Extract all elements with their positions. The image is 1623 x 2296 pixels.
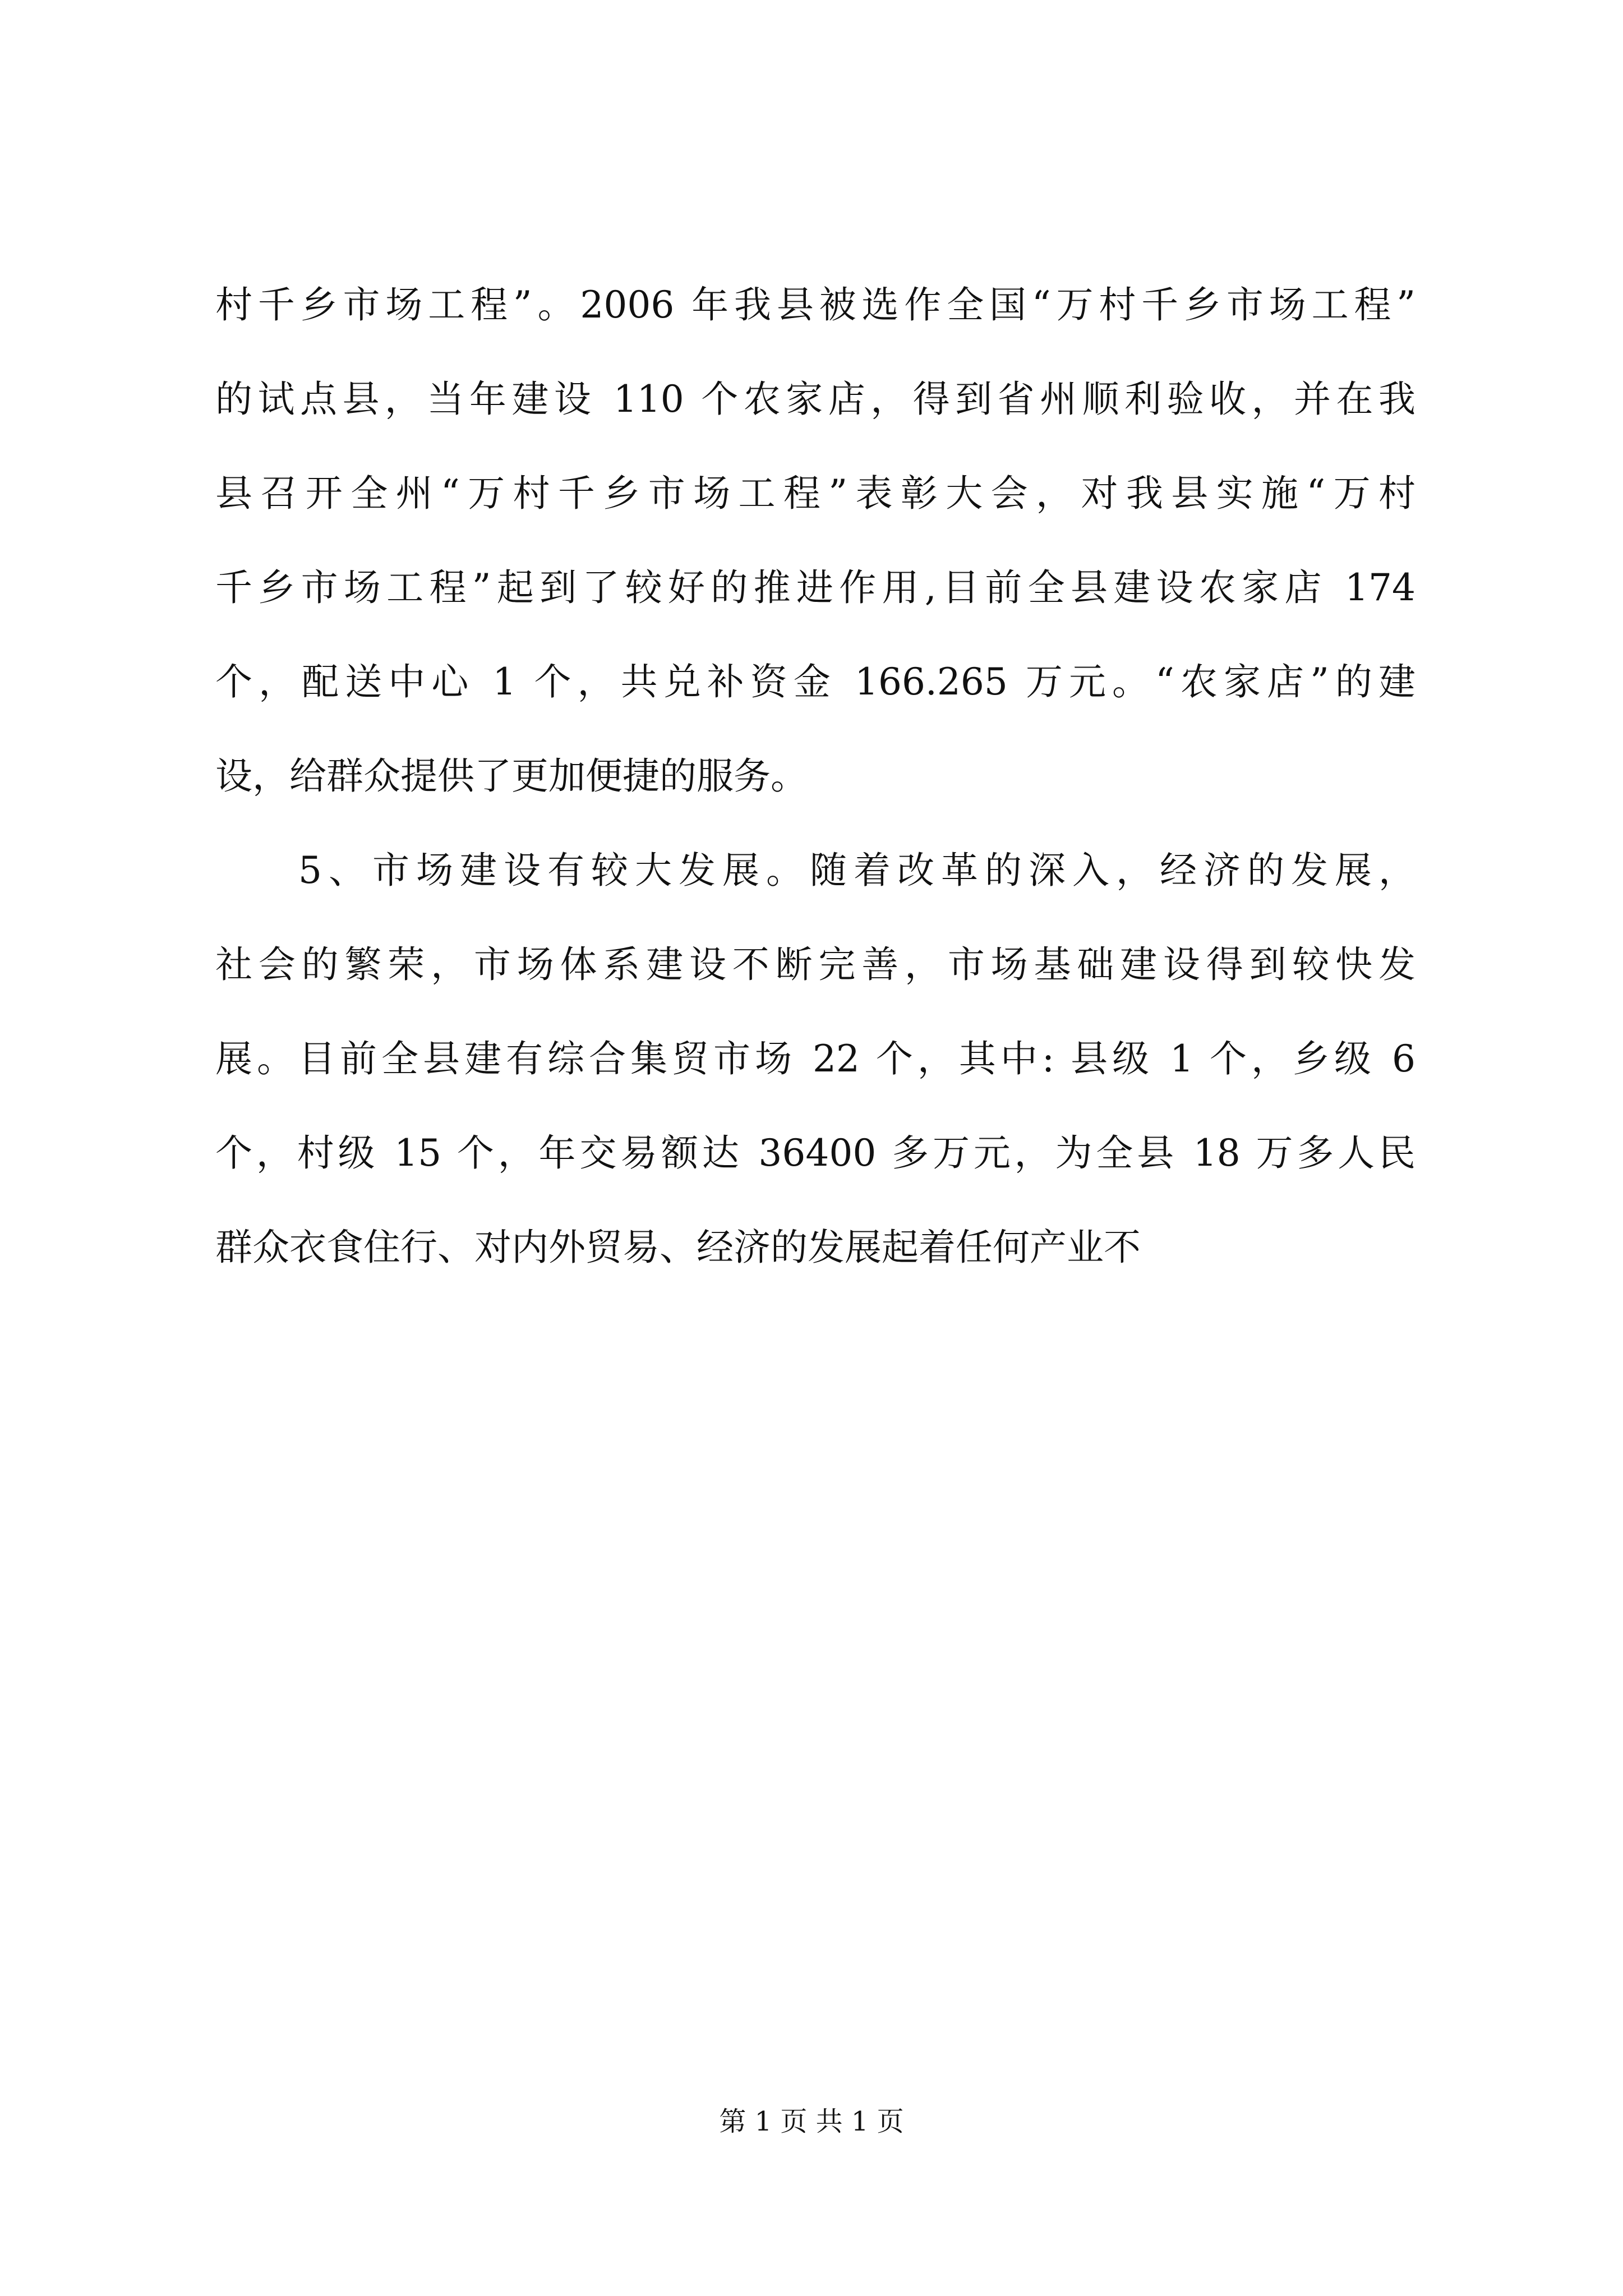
text-line-2: 的试点县，当年建设 110 个农家店，得到省州顺利验收，并在我 xyxy=(215,378,1415,421)
text-line-9: 展。目前全县建有综合集贸市场 22 个，其中: 县级 1 个，乡级 6 xyxy=(215,1037,1415,1080)
text-line-5: 个，配送中心 1 个，共兑补资金 166.265 万元。“农家店”的建 xyxy=(215,660,1415,703)
text-line-11: 群众衣食住行、对内外贸易、经济的发展起着任何产业不 xyxy=(215,1226,1141,1269)
page-footer: 第 1 页 共 1 页 xyxy=(719,2106,904,2137)
text-line-8: 社会的繁荣，市场体系建设不断完善，市场基础建设得到较快发 xyxy=(215,943,1415,986)
text-line-3: 县召开全州“万村千乡市场工程”表彰大会，对我县实施“万村 xyxy=(215,472,1415,515)
paragraph-5-heading-line: 5、市场建设有较大发展。随着改革的深入，经济的发展， xyxy=(298,849,1415,892)
text-line-6: 设，给群众提供了更加便捷的服务。 xyxy=(215,754,808,798)
text-line-1: 村千乡市场工程”。2006 年我县被选作全国“万村千乡市场工程” xyxy=(215,283,1415,326)
text-line-4: 千乡市场工程”起到了较好的推进作用,目前全县建设农家店 174 xyxy=(215,566,1415,609)
text-line-10: 个，村级 15 个，年交易额达 36400 多万元，为全县 18 万多人民 xyxy=(215,1131,1415,1175)
body-text xyxy=(215,258,1415,1295)
